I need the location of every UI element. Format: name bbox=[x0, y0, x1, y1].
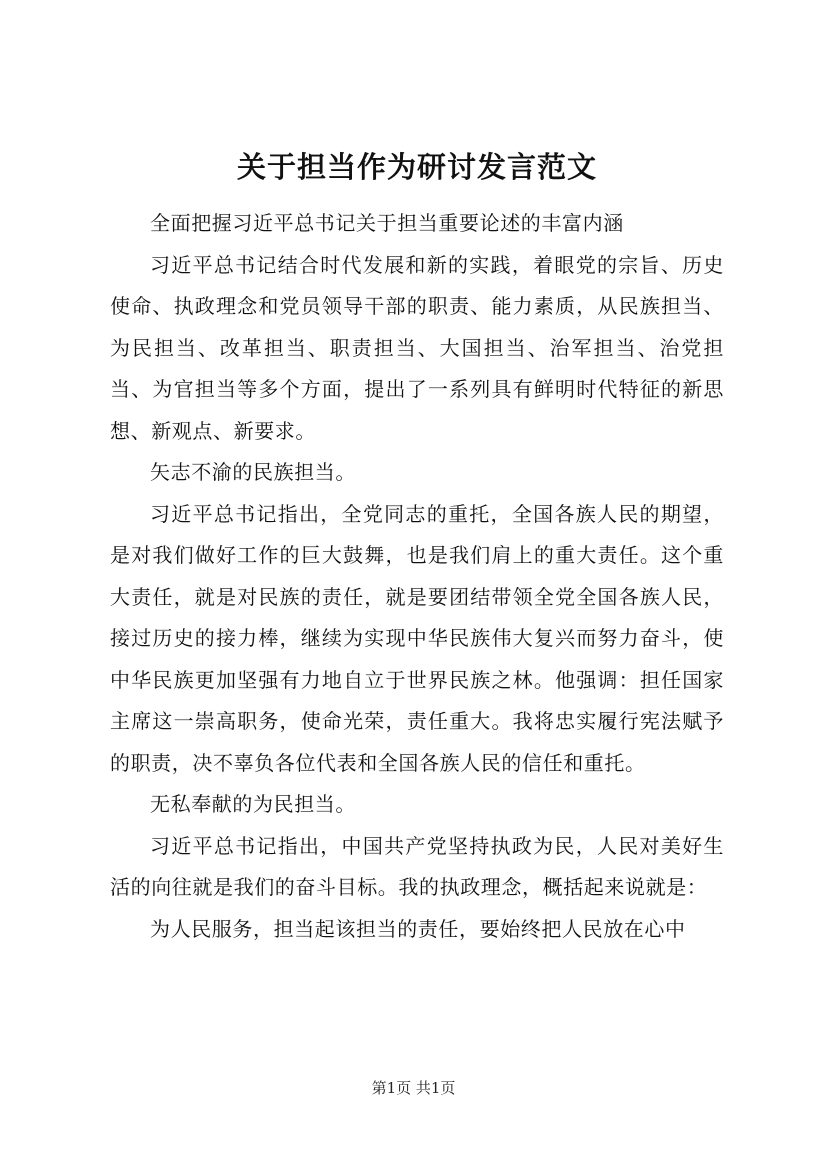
document-body bbox=[110, 145, 724, 950]
page-footer: 第1页 共1页 bbox=[371, 1079, 456, 1097]
paragraph-section-heading-1: 全面把握习近平总书记关于担当重要论述的丰富内涵 bbox=[150, 211, 624, 235]
paragraph-national-responsibility-body: 习近平总书记指出，全党同志的重托，全国各族人民的期望，是对我们做好工作的巨大鼓舞，也是我们肩上的重大责任。这个重大责任，就是对民族的责任，就是要团结带领全党全国各族人民，接过历史的接力棒，继续为实现中华民族伟大复兴而努力奋斗，使中华民族更加坚强有力地自立于世界民族之林。他强调：担任国家主席这一崇高职务，使命光荣，责任重大。我将忠实履行宪法赋予的职责，决不辜负各位代表和全国各族人民的信任和重托。 bbox=[110, 501, 724, 775]
document-title: 关于担当作为研讨发言范文 bbox=[236, 150, 597, 184]
paragraph-serve-people: 为人民服务，担当起该担当的责任，要始终把人民放在心中 bbox=[150, 916, 686, 941]
paragraph-intro: 习近平总书记结合时代发展和新的实践，着眼党的宗旨、历史使命、执政理念和党员领导干部的职责、能力素质，从民族担当、为民担当、改革担当、职责担当、大国担当、治军担当、治党担当、为官担当等多个方面，提出了一系列具有鲜明时代特征的新思想、新观点、新要求。 bbox=[110, 252, 724, 443]
paragraph-people-responsibility-body: 习近平总书记指出，中国共产党坚持执政为民，人民对美好生活的向往就是我们的奋斗目标。我的执政理念，概括起来说就是： bbox=[110, 833, 724, 899]
paragraph-subheading-people-responsibility: 无私奉献的为民担当。 bbox=[150, 792, 356, 816]
paragraph-subheading-national-responsibility: 矢志不渝的民族担当。 bbox=[150, 460, 356, 484]
